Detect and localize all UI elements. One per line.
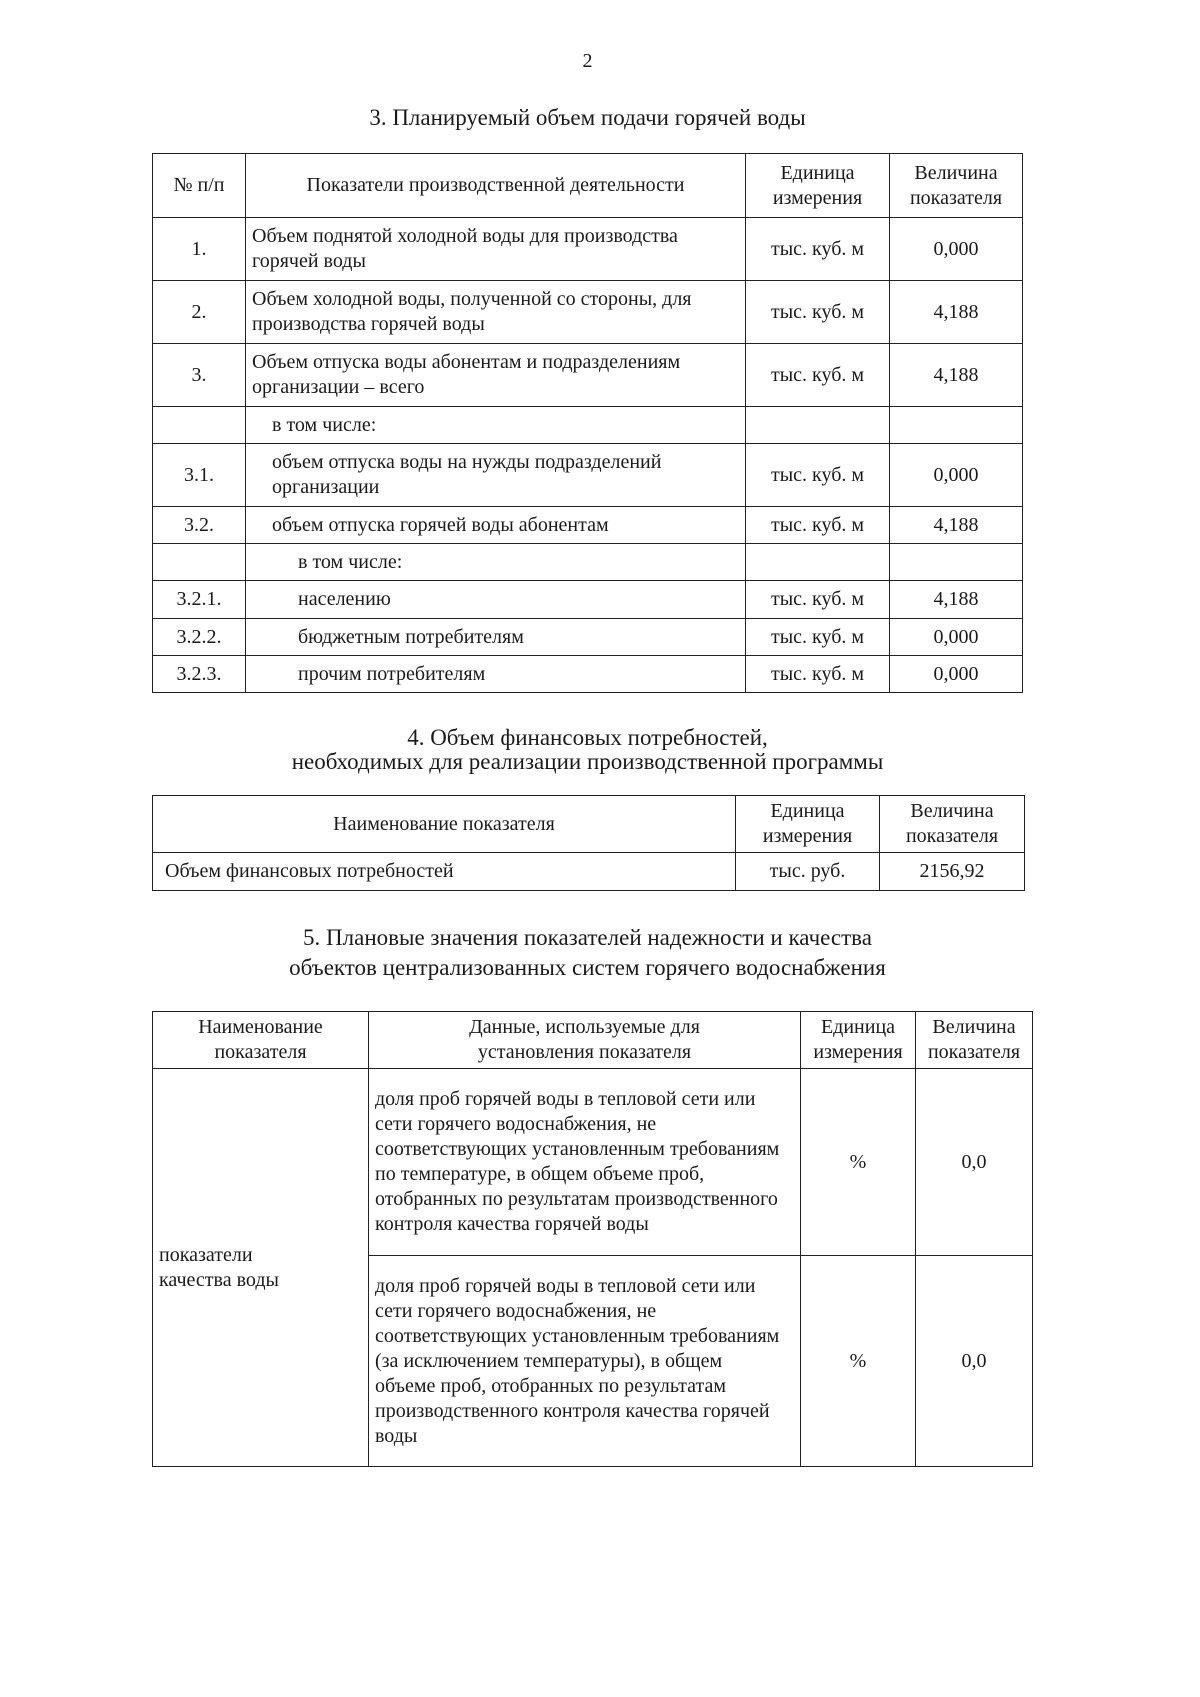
table-row bbox=[153, 1069, 1033, 1256]
section5-title-line2: объектов централизованных систем горячего водоснабжения bbox=[289, 955, 886, 980]
table-row bbox=[153, 281, 1023, 344]
row-unit: % bbox=[801, 1069, 916, 1256]
row-name: в том числе: bbox=[246, 544, 746, 581]
section5-title-line1: 5. Плановые значения показателей надежности и качества bbox=[303, 925, 872, 950]
header-name: Наименование показателя bbox=[153, 1012, 369, 1069]
row-num: 3.1. bbox=[153, 444, 246, 507]
section4-title-line2: необходимых для реализации производственной программы bbox=[291, 749, 884, 774]
table-row bbox=[153, 407, 1023, 444]
row-data: доля проб горячей воды в тепловой сети или сети горячего водоснабжения, не соответствующих установленным требованиям по температуре, в общем объеме проб, отобранных по результатам производственного контроля качества горячей воды bbox=[369, 1069, 801, 1256]
row-num: 3. bbox=[153, 344, 246, 407]
row-name: бюджетным потребителям bbox=[246, 619, 746, 656]
row-name: объем отпуска воды на нужды подразделений организации bbox=[246, 444, 746, 507]
header-data: Данные, используемые для установления показателя bbox=[369, 1012, 801, 1069]
group-name: показатели качества воды bbox=[153, 1069, 369, 1467]
header-name: Наименование показателя bbox=[153, 796, 736, 853]
section4-table bbox=[152, 795, 1025, 891]
table-row bbox=[153, 619, 1023, 656]
row-name: населению bbox=[246, 581, 746, 619]
row-unit: тыс. куб. м bbox=[746, 619, 890, 656]
row-value: 2156,92 bbox=[880, 853, 1025, 891]
row-unit bbox=[746, 407, 890, 444]
row-value bbox=[890, 407, 1023, 444]
row-num: 3.2.1. bbox=[153, 581, 246, 619]
row-unit: тыс. куб. м bbox=[746, 656, 890, 693]
row-value: 4,188 bbox=[890, 281, 1023, 344]
table-header-row bbox=[153, 796, 1025, 853]
row-num: 1. bbox=[153, 218, 246, 281]
table-row bbox=[153, 444, 1023, 507]
row-value: 0,0 bbox=[916, 1069, 1033, 1256]
row-unit: тыс. руб. bbox=[736, 853, 880, 891]
row-unit: тыс. куб. м bbox=[746, 344, 890, 407]
row-name: Объем финансовых потребностей bbox=[153, 853, 736, 891]
header-unit: Единица измерения bbox=[801, 1012, 916, 1069]
header-unit: Единица измерения bbox=[746, 154, 890, 218]
row-unit: тыс. куб. м bbox=[746, 281, 890, 344]
header-indicator: Показатели производственной деятельности bbox=[246, 154, 746, 218]
table-row bbox=[153, 656, 1023, 693]
row-value: 4,188 bbox=[890, 344, 1023, 407]
row-num bbox=[153, 407, 246, 444]
header-unit: Единица измерения bbox=[736, 796, 880, 853]
row-num: 3.2. bbox=[153, 507, 246, 544]
row-value: 0,000 bbox=[890, 656, 1023, 693]
row-name: Объем холодной воды, полученной со стороны, для производства горячей воды bbox=[246, 281, 746, 344]
row-unit bbox=[746, 544, 890, 581]
row-name: Объем отпуска воды абонентам и подразделениям организации – всего bbox=[246, 344, 746, 407]
table-header-row bbox=[153, 1012, 1033, 1069]
table-row bbox=[153, 581, 1023, 619]
header-value: Величина показателя bbox=[880, 796, 1025, 853]
row-name: Объем поднятой холодной воды для производства горячей воды bbox=[246, 218, 746, 281]
row-unit: тыс. куб. м bbox=[746, 218, 890, 281]
table-row bbox=[153, 544, 1023, 581]
row-unit: тыс. куб. м bbox=[746, 444, 890, 507]
row-unit: тыс. куб. м bbox=[746, 507, 890, 544]
row-value: 0,000 bbox=[890, 444, 1023, 507]
row-num bbox=[153, 544, 246, 581]
row-name: объем отпуска горячей воды абонентам bbox=[246, 507, 746, 544]
section3-table bbox=[152, 153, 1023, 693]
row-name: прочим потребителям bbox=[246, 656, 746, 693]
section5-table bbox=[152, 1011, 1033, 1467]
row-num: 3.2.3. bbox=[153, 656, 246, 693]
row-unit: тыс. куб. м bbox=[746, 581, 890, 619]
row-num: 2. bbox=[153, 281, 246, 344]
table-header-row bbox=[153, 154, 1023, 218]
row-name: в том числе: bbox=[246, 407, 746, 444]
table-row bbox=[153, 853, 1025, 891]
row-value: 0,000 bbox=[890, 218, 1023, 281]
section3-title: 3. Планируемый объем подачи горячей воды bbox=[369, 105, 806, 130]
row-value: 0,000 bbox=[890, 619, 1023, 656]
row-unit: % bbox=[801, 1256, 916, 1467]
row-value: 0,0 bbox=[916, 1256, 1033, 1467]
row-num: 3.2.2. bbox=[153, 619, 246, 656]
row-value: 4,188 bbox=[890, 507, 1023, 544]
row-data: доля проб горячей воды в тепловой сети или сети горячего водоснабжения, не соответствующих установленным требованиям (за исключением температуры), в общем объеме проб, отобранных по результатам производственного контроля качества горячей воды bbox=[369, 1256, 801, 1467]
table-row bbox=[153, 507, 1023, 544]
row-value bbox=[890, 544, 1023, 581]
table-row bbox=[153, 218, 1023, 281]
header-value: Величина показателя bbox=[916, 1012, 1033, 1069]
row-value: 4,188 bbox=[890, 581, 1023, 619]
header-num: № п/п bbox=[153, 154, 246, 218]
header-value: Величина показателя bbox=[890, 154, 1023, 218]
table-row bbox=[153, 344, 1023, 407]
section4-title-line1: 4. Объем финансовых потребностей, bbox=[407, 725, 768, 750]
page-number: 2 bbox=[582, 50, 593, 72]
